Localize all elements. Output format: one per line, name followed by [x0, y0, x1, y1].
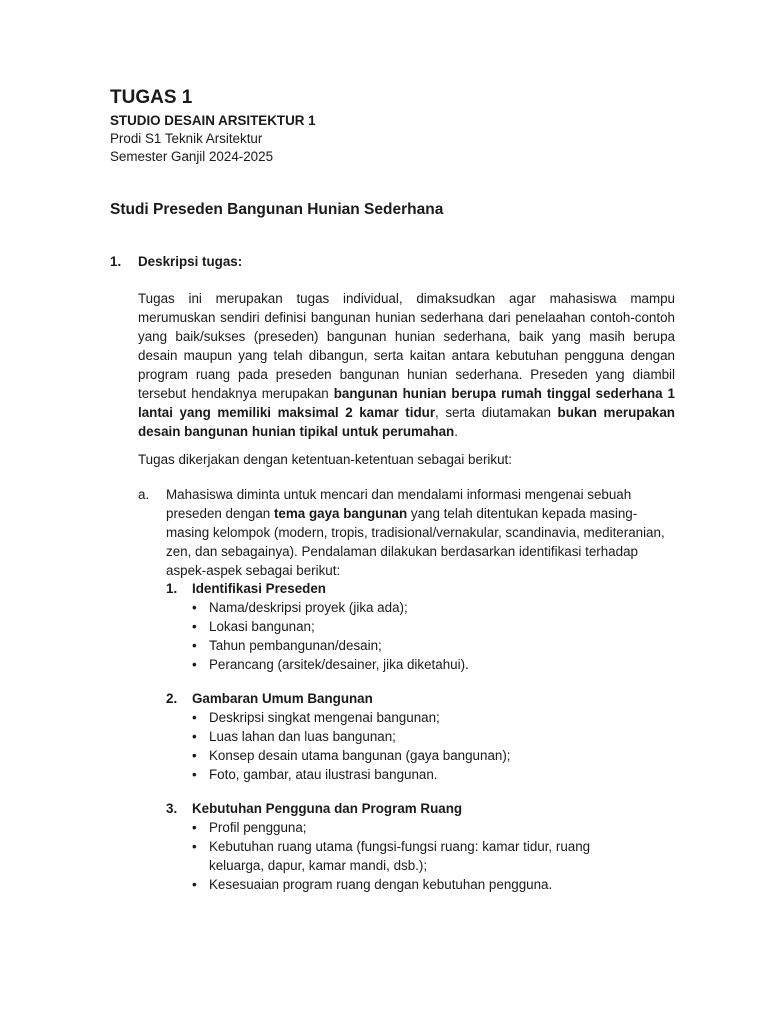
- assignment-title: TUGAS 1: [110, 87, 193, 108]
- bullet-item: • Perancang (arsitek/desainer, jika diketahui).: [192, 655, 622, 674]
- bullet-item: • Deskripsi singkat mengenai bangunan;: [192, 708, 622, 727]
- provisions-intro: Tugas dikerjakan dengan ketentuan-ketentuan sebagai berikut:: [138, 452, 512, 467]
- subsection-title: Identifikasi Preseden: [192, 581, 326, 596]
- bullet-item: • Lokasi bangunan;: [192, 617, 622, 636]
- bullet-item: • Kesesuaian program ruang dengan kebutuhan pengguna.: [192, 875, 622, 894]
- subsection-title: Kebutuhan Pengguna dan Program Ruang: [192, 801, 463, 816]
- semester-label: Semester Ganjil 2024-2025: [110, 149, 274, 164]
- subsection-number: 1.: [166, 581, 178, 596]
- bullet-list: [192, 818, 622, 894]
- bullet-item: • Tahun pembangunan/desain;: [192, 636, 622, 655]
- paragraph-text: , serta diutamakan: [435, 405, 558, 420]
- bullet-item: • Konsep desain utama bangunan (gaya bangunan);: [192, 746, 622, 765]
- bullet-list: [192, 598, 622, 674]
- task-description-paragraph: [138, 289, 675, 441]
- paragraph-emphasis: bangunan hunian berupa rumah tinggal sederhana 1 lantai yang memiliki maksimal 2 kamar tidur: [138, 386, 675, 420]
- document-header: [110, 86, 316, 166]
- section-number: 1.: [110, 254, 122, 269]
- bullet-item: • Nama/deskripsi proyek (jika ada);: [192, 598, 622, 617]
- list-marker-a: a.: [138, 487, 150, 502]
- subsection-title: Gambaran Umum Bangunan: [192, 691, 373, 706]
- item-text: Mahasiswa diminta untuk mencari dan mendalami informasi mengenai sebuah preseden dengan: [166, 487, 632, 521]
- list-item-a-text: [166, 485, 666, 580]
- course-name: STUDIO DESAIN ARSITEKTUR 1: [110, 113, 316, 128]
- section-title: Deskripsi tugas:: [138, 254, 243, 269]
- bullet-item: • Foto, gambar, atau ilustrasi bangunan.: [192, 765, 622, 784]
- subsection-number: 3.: [166, 801, 178, 816]
- study-program: Prodi S1 Teknik Arsitektur: [110, 131, 263, 146]
- bullet-item: • Profil pengguna;: [192, 818, 622, 837]
- item-text: yang telah ditentukan kepada masing-masing kelompok (modern, tropis, tradisional/vernakular, scandinavia, mediteranian, zen, dan sebagainya). Pendalaman dilakukan berdasarkan identifikasi terhadap aspek-aspek sebagai berikut:: [166, 506, 665, 578]
- paragraph-emphasis: bukan merupakan desain bangunan hunian tipikal untuk perumahan: [138, 405, 675, 439]
- bullet-item: • Luas lahan dan luas bangunan;: [192, 727, 622, 746]
- bullet-item: • Kebutuhan ruang utama (fungsi-fungsi ruang: kamar tidur, ruang keluarga, dapur, kamar mandi, dsb.);: [192, 837, 622, 875]
- subsection-number: 2.: [166, 691, 178, 706]
- paragraph-text: Tugas ini merupakan tugas individual, dimaksudkan agar mahasiswa mampu merumuskan sendiri definisi bangunan hunian sederhana dari penelaahan contoh-contoh yang baik/sukses (preseden) bangunan hunian sederhana, baik yang masih berupa desain maupun yang telah dibangun, serta kaitan antara kebutuhan pengguna dengan program ruang pada preseden bangunan hunian sederhana. Preseden yang diambil tersebut hendaknya merupakan: [138, 291, 675, 401]
- document-main-title: Studi Preseden Bangunan Hunian Sederhana: [110, 201, 444, 218]
- paragraph-text: .: [454, 424, 458, 439]
- bullet-list: [192, 708, 622, 784]
- item-emphasis: tema gaya bangunan: [273, 506, 408, 521]
